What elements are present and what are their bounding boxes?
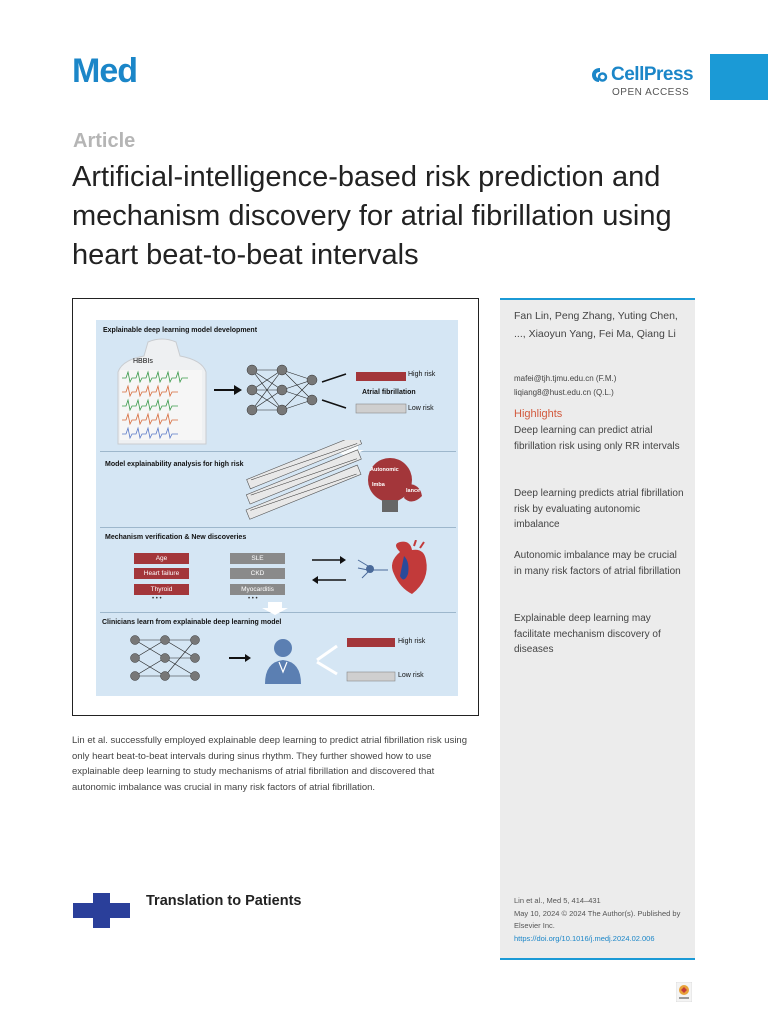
panel-title-3: Mechanism verification & New discoveries <box>105 534 247 541</box>
down-arrow-icon <box>260 602 290 616</box>
high-risk-label-2: High risk <box>398 638 426 645</box>
highlights-heading: Highlights <box>514 408 563 420</box>
author-list: Fan Lin, Peng Zhang, Yuting Chen, ..., Xiaoyun Yang, Fei Ma, Qiang Li <box>514 310 678 340</box>
check-for-updates-icon[interactable] <box>676 982 692 1002</box>
panel-divider <box>100 527 456 528</box>
high-risk-label-1: High risk <box>408 371 436 378</box>
article-type-label: Article <box>73 130 136 152</box>
cellpress-name: CellPress <box>611 64 694 85</box>
citation-journal: Lin et al., Med 5, 414–431 <box>514 896 601 905</box>
article-category: Translation to Patients <box>146 893 302 909</box>
atrial-fibrillation-label: Atrial fibrillation <box>362 389 416 396</box>
doi-link[interactable]: https://doi.org/10.1016/j.medj.2024.02.006 <box>514 933 655 943</box>
highlight-item: Deep learning predicts atrial fibrillation risk by evaluating autonomic imbalance <box>514 488 684 530</box>
translation-cross-icon <box>73 893 130 928</box>
citation-date: May 10, 2024 © 2024 The Author(s). Published by Elsevier Inc. <box>514 908 681 930</box>
cellpress-logo <box>590 64 700 104</box>
factor-heart-failure: Heart failure <box>134 568 189 579</box>
journal-logo: Med <box>72 52 137 90</box>
brain-word-autonomic: Autonomic <box>370 467 399 473</box>
factor-thyroid: Thyroid <box>134 584 189 595</box>
cellpress-icon <box>590 66 608 84</box>
brain-word-imba: Imba <box>372 482 385 488</box>
panel-title-4: Clinicians learn from explainable deep learning model <box>102 619 282 626</box>
factor-myocarditis: Myocarditis <box>230 584 285 595</box>
citation-block <box>514 895 694 945</box>
panel-title-1: Explainable deep learning model development <box>103 327 258 334</box>
panel-2-illustration <box>240 440 460 525</box>
email-qiang-li[interactable]: liqiang8@hust.edu.cn (Q.L.) <box>514 388 614 397</box>
ellipsis-right: • • • <box>248 596 258 602</box>
low-risk-label-2: Low risk <box>398 672 424 679</box>
factor-ckd: CKD <box>230 568 285 579</box>
factor-sle: SLE <box>230 553 285 564</box>
ellipsis-left: • • • <box>152 596 162 602</box>
open-access-label: OPEN ACCESS <box>612 87 690 98</box>
email-fei-ma[interactable]: mafei@tjh.tjmu.edu.cn (F.M.) <box>514 374 617 383</box>
panel-title-2: Model explainability analysis for high risk <box>105 461 244 468</box>
brain-word-lance: lance <box>406 488 421 494</box>
in-brief-summary: Lin et al. successfully employed explainable deep learning to predict atrial fibrillation risk using only heart beat-to-beat intervals during sinus rhythm. They further showed how to use explainable deep learning to study mechanisms of atrial fibrillation and discovered that autonomic imbalance was crucial in many risk factors of atrial fibrillation. <box>72 735 467 793</box>
highlight-item: Autonomic imbalance may be crucial in many risk factors of atrial fibrillation <box>514 550 681 577</box>
low-risk-label-1: Low risk <box>408 405 434 412</box>
factor-age: Age <box>134 553 189 564</box>
highlight-item: Explainable deep learning may facilitate mechanism discovery of diseases <box>514 613 661 655</box>
highlight-item: Deep learning can predict atrial fibrillation risk using only RR intervals <box>514 425 680 452</box>
hbbis-label: HBBIs <box>133 358 153 365</box>
article-title: Artificial-intelligence-based risk prediction and mechanism discovery for atrial fibrillation using heart beat-to-beat intervals <box>72 161 672 271</box>
correspondence <box>514 372 616 400</box>
corner-accent-bar <box>710 54 768 100</box>
